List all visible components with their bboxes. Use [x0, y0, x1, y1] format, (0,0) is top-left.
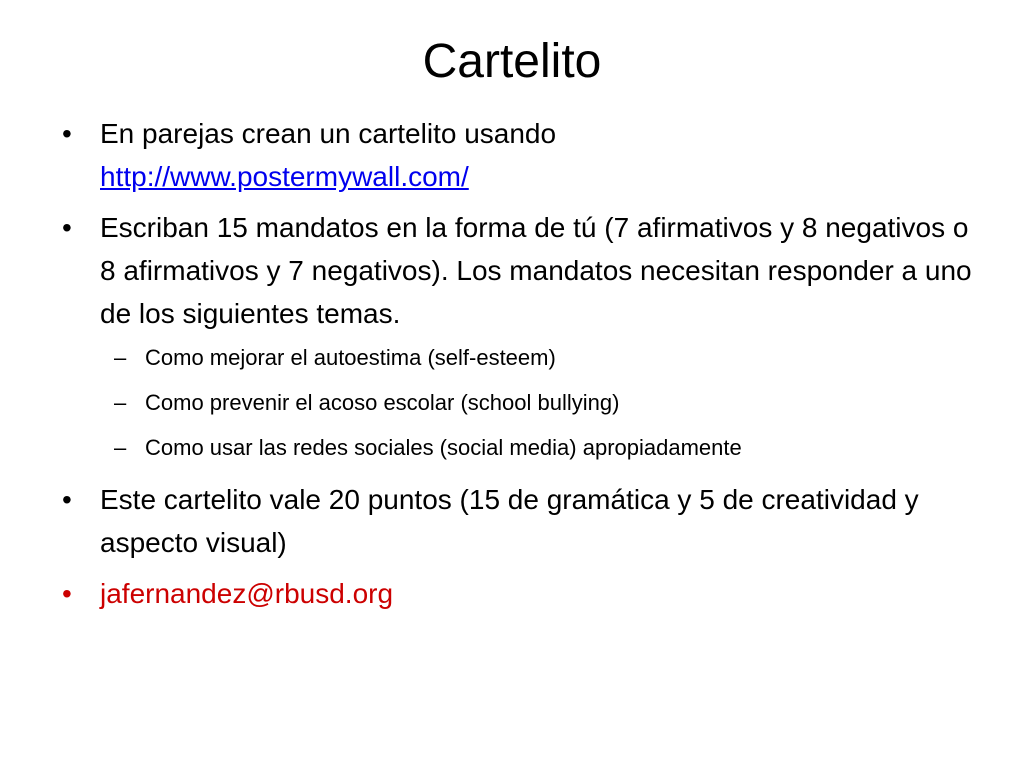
dash-icon: –: [114, 390, 127, 415]
bullet-icon: •: [62, 212, 72, 243]
bullet-icon: •: [62, 578, 72, 609]
topics-list: [62, 343, 982, 463]
bullet-icon: •: [62, 484, 72, 515]
sub-item-autoestima: [62, 343, 982, 373]
slide-body: [62, 112, 982, 623]
dash-icon: –: [114, 435, 127, 460]
sub-item-text: Como prevenir el acoso escolar (school bullying): [145, 390, 620, 415]
sub-item-acoso: [62, 388, 982, 418]
bullet-icon: •: [62, 118, 72, 149]
contact-email[interactable]: jafernandez@rbusd.org: [100, 578, 394, 609]
bullet-item-email: [62, 572, 982, 615]
bullet-text: En parejas crean un cartelito usando: [100, 118, 557, 149]
postermywall-link[interactable]: http://www.postermywall.com/: [100, 161, 469, 192]
dash-icon: –: [114, 345, 127, 370]
slide-title: Cartelito: [422, 35, 602, 88]
bullet-text: Escriban 15 mandatos en la forma de tú (7 afirmativos y 8 negativos o 8 afirmativos y 7 negativos). Los mandatos necesitan responder a uno de los siguientes temas.: [100, 212, 972, 329]
sub-item-redes: [62, 433, 982, 463]
sub-item-text: Como usar las redes sociales (social media) apropiadamente: [145, 435, 742, 460]
bullet-item-mandatos: [62, 206, 982, 335]
bullet-item-poster: [62, 112, 982, 198]
bullet-text: Este cartelito vale 20 puntos (15 de gramática y 5 de creatividad y aspecto visual): [100, 484, 919, 558]
sub-item-text: Como mejorar el autoestima (self-esteem): [145, 345, 556, 370]
bullet-item-puntos: [62, 478, 982, 564]
